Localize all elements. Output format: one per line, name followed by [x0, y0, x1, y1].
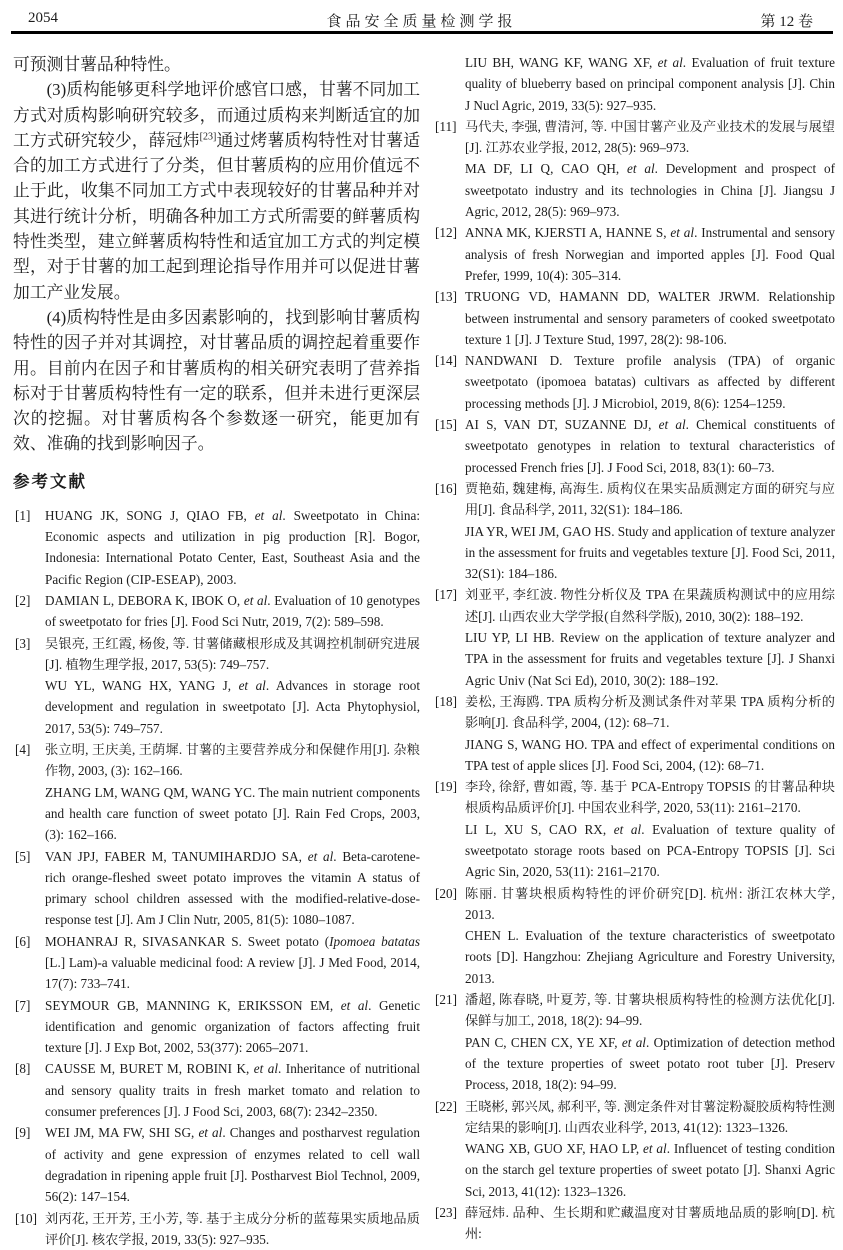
reference-item	[433, 883, 835, 989]
journal-title: 食品安全质量检测学报	[326, 14, 517, 30]
reference-item	[433, 691, 835, 776]
reference-text: WEI JM, MA FW, SHI SG, et al. Changes and postharvest regulation of activity and gene expression of enzymes related to cell wall degradation in ripening apple fruit [J]. Postharvest Biol Technol, 2009, 56(2): 147–154.	[45, 1125, 420, 1205]
reference-text: 薛冠炜. 品种、生长期和贮藏温度对甘薯质地品质的影响[D]. 杭州:	[465, 1205, 835, 1242]
reference-item	[13, 1208, 420, 1250]
reference-text: AI S, VAN DT, SUZANNE DJ, et al. Chemical constituents of sweetpotato genotypes in relation to textural characteristics of processed French fries [J]. J Food Sci, 2018, 83(1): 60–73.	[465, 417, 835, 475]
reference-text: 陈丽. 甘薯块根质构特性的评价研究[D]. 杭州: 浙江农林大学, 2013.	[465, 885, 835, 922]
reference-number: [19]	[435, 779, 457, 795]
reference-text: SEYMOUR GB, MANNING K, ERIKSSON EM, et al. Genetic identification and genomic organization of factors affecting fruit texture [J]. J Exp Bot, 2002, 53(377): 2065–2071.	[45, 997, 420, 1056]
reference-item	[13, 846, 420, 931]
reference-item	[13, 1058, 420, 1122]
reference-text: 姜松, 王海鸥. TPA 质构分析及测试条件对苹果 TPA 质构分析的影响[J]. 食品科学, 2004, (12): 68–71.	[465, 693, 835, 731]
references-list-left	[13, 505, 420, 1250]
reference-number: [3]	[15, 635, 31, 651]
body-text	[13, 52, 420, 457]
body-paragraph: (3)质构能够更科学地评价感官口感，甘薯不同加工方式对质构影响研究较多，而通过质构来判断适宜的加工方式研究较少，薛冠炜[23]通过烤薯质构特性对甘薯适合的加工方式进行了分类，但甘薯质构的应用价值远不止于此，收集不同加工方式中表现较好的甘薯品种并对其进行统计分析，明确各种加工方式所需要的鲜薯质构特性类型，建立鲜薯质构特性和适宜加工方式的判定模型，对于甘薯的加工起到理论指导作用并可以促进甘薯加工产业发展。	[13, 80, 420, 302]
reference-number: [15]	[435, 417, 457, 433]
reference-text: LI L, XU S, CAO RX, et al. Evaluation of texture quality of sweetpotato storage roots based on PCA-Entropy TOPSIS [J]. Sci Agric Sin, 2020, 53(11): 2161–2170.	[465, 821, 836, 880]
reference-item	[433, 52, 835, 116]
left-column	[13, 52, 420, 1250]
reference-text: MOHANRAJ R, SIVASANKAR S. Sweet potato (Ipomoea batatas [L.] Lam)-a valuable medicinal food: A review [J]. J Med Food, 2014, 17(7): 733–741.	[45, 933, 420, 992]
reference-item	[433, 584, 835, 690]
reference-number: [7]	[15, 997, 31, 1013]
reference-text: CHEN L. Evaluation of the texture characteristics of sweetpotato roots [D]. Hangzhou: Zhejiang Agriculture and Forestry University, 2013.	[465, 928, 835, 986]
reference-item	[433, 1096, 835, 1202]
reference-item	[433, 776, 835, 882]
reference-item	[13, 505, 420, 590]
reference-text: JIANG S, WANG HO. TPA and effect of experimental conditions on TPA test of apple slices [J]. Food Sci, 2004, (12): 68–71.	[465, 736, 835, 773]
reference-text: MA DF, LI Q, CAO QH, et al. Development and prospect of sweetpotato industry and its technologies in China [J]. Jiangsu J Agric, 2012, 28(5): 969–973.	[465, 161, 836, 220]
reference-text: DAMIAN L, DEBORA K, IBOK O, et al. Evaluation of 10 genotypes of sweetpotato for fries [J]. Food Sci Nutr, 2019, 7(2): 589–598.	[45, 592, 420, 630]
references-heading: 参考文献	[13, 472, 87, 491]
reference-text: 吴银亮, 王红霞, 杨俊, 等. 甘薯储藏根形成及其调控机制研究进展[J]. 植物生理学报, 2017, 53(5): 749–757.	[45, 635, 420, 672]
reference-number: [9]	[15, 1125, 31, 1141]
reference-text: WANG XB, GUO XF, HAO LP, et al. Influencet of testing condition on the starch gel texture properties of sweet potato [J]. Shanxi Agric Sci, 2013, 41(12): 1323–1326.	[465, 1141, 835, 1199]
reference-number: [23]	[435, 1205, 457, 1221]
reference-number: [16]	[435, 480, 457, 496]
reference-number: [18]	[435, 693, 457, 709]
reference-item	[13, 995, 420, 1059]
reference-text: JIA YR, WEI JM, GAO HS. Study and application of texture analyzer in the assessment for fruits and vegetables texture [J]. Food Sci, 2011, 32(S1): 184–186.	[465, 523, 835, 582]
page-header	[0, 8, 843, 32]
reference-item	[433, 286, 835, 350]
reference-item	[433, 1202, 835, 1245]
volume-label: 第 12 卷	[760, 14, 813, 30]
page-number: 2054	[28, 10, 58, 26]
reference-text: CAUSSE M, BURET M, ROBINI K, et al. Inheritance of nutritional and sensory quality traits in fresh market tomato and relation to consumer preferences [J]. J Food Sci, 2003, 68(7): 2342–2350.	[45, 1061, 420, 1120]
reference-text: HUANG JK, SONG J, QIAO FB, et al. Sweetpotato in China: Economic aspects and utilization in pig production [R]. Bogor, Indonesia: International Potato Center, East, Southeast Asia and the Pacific Region (CIP-ESEAP), 2003.	[45, 507, 421, 587]
body-paragraph: (4)质构特性是由多因素影响的，找到影响甘薯质构特性的因子并对其调控，对甘薯品质的调控起着重要作用。目前内在因子和甘薯质构的相关研究表明了营养指标对于甘薯质构特性有一定的联系，但并未进行更深层次的挖掘。对甘薯质构各个参数逐一研究，能更加有效、准确的找到影响因子。	[13, 307, 420, 454]
reference-item	[13, 931, 420, 995]
reference-item	[433, 116, 835, 222]
reference-item	[433, 989, 835, 1095]
reference-number: [22]	[435, 1098, 457, 1114]
reference-number: [1]	[15, 507, 31, 523]
reference-number: [12]	[435, 225, 457, 241]
header-divider	[11, 31, 833, 34]
reference-text: 李玲, 徐舒, 曹如霞, 等. 基于 PCA-Entropy TOPSIS 的甘薯品种块根质构品质评价[J]. 中国农业科学, 2020, 53(11): 2161–2170.	[465, 779, 835, 816]
reference-number: [20]	[435, 885, 457, 901]
reference-number: [5]	[15, 848, 31, 864]
reference-text: LIU YP, LI HB. Review on the application of texture analyzer and TPA in the assessment for fruits and vegetables texture [J]. J Shanxi Agric Univ (Nat Sci Ed), 2010, 30(2): 188–192.	[465, 630, 835, 688]
reference-text: 王晓彬, 郭兴凤, 郝利平, 等. 测定条件对甘薯淀粉凝胶质构特性测定结果的影响[J]. 山西农业科学, 2013, 41(12): 1323–1326.	[465, 1098, 835, 1135]
reference-number: [14]	[435, 353, 457, 369]
reference-number: [4]	[15, 742, 31, 758]
reference-text: ANNA MK, KJERSTI A, HANNE S, et al. Instrumental and sensory analysis of fresh Norwegian and imported apples [J]. Food Qual Prefer, 1999, 10(4): 305–314.	[465, 225, 836, 283]
reference-number: [8]	[15, 1061, 31, 1077]
reference-item	[13, 1122, 420, 1207]
reference-item	[433, 350, 835, 414]
reference-item	[433, 478, 835, 584]
reference-text: WU YL, WANG HX, YANG J, et al. Advances in storage root development and regulation in sweetpotato [J]. Acta Phytophysiol, 2017, 53(5): 749–757.	[45, 678, 420, 736]
reference-number: [13]	[435, 289, 457, 305]
citation-superscript: [23]	[199, 131, 217, 143]
reference-number: [11]	[435, 118, 457, 134]
reference-item	[13, 739, 420, 845]
reference-item	[13, 633, 420, 739]
reference-item	[433, 222, 835, 286]
reference-item	[433, 414, 835, 478]
reference-text: 张立明, 王庆美, 王荫墀. 甘薯的主要营养成分和保健作用[J]. 杂粮作物, 2003, (3): 162–166.	[45, 742, 420, 779]
reference-text: VAN JPJ, FABER M, TANUMIHARDJO SA, et al. Beta-carotene-rich orange-fleshed sweet potato improves the vitamin A status of primary school children assessed with the modified-relative-dose-response test [J]. Am J Clin Nutr, 2005, 81(5): 1080–1087.	[45, 848, 420, 928]
reference-item	[13, 590, 420, 633]
reference-text: TRUONG VD, HAMANN DD, WALTER JRWM. Relationship between instrumental and sensory parameters of cooked sweetpotato texture 1 [J]. J Texture Stud, 1997, 28(2): 98-106.	[465, 289, 835, 347]
references-list-right	[433, 52, 835, 1245]
reference-number: [17]	[435, 587, 457, 603]
reference-text: 贾艳茹, 魏建梅, 高海生. 质构仪在果实品质测定方面的研究与应用[J]. 食品科学, 2011, 32(S1): 184–186.	[465, 480, 835, 518]
reference-text: ZHANG LM, WANG QM, WANG YC. The main nutrient components and health care function of sweet potato [J]. Rain Fed Crops, 2003, (3): 162–166.	[45, 784, 420, 843]
reference-text: 马代夫, 李强, 曹清河, 等. 中国甘薯产业及产业技术的发展与展望[J]. 江苏农业学报, 2012, 28(5): 969–973.	[465, 118, 835, 156]
reference-text: LIU BH, WANG KF, WANG XF, et al. Evaluation of fruit texture quality of blueberry based on principal component analysis [J]. Chin J Nucl Agric, 2019, 33(5): 927–935.	[465, 55, 836, 113]
reference-number: [2]	[15, 592, 31, 608]
right-column	[433, 52, 835, 1245]
reference-number: [21]	[435, 992, 457, 1008]
reference-text: 刘亚平, 李红波. 物性分析仪及 TPA 在果蔬质构测试中的应用综述[J]. 山西农业大学学报(自然科学版), 2010, 30(2): 188–192.	[465, 587, 835, 624]
reference-text: PAN C, CHEN CX, YE XF, et al. Optimization of detection method of the texture properties of sweet potato root tuber [J]. Preserv Process, 2018, 18(2): 94–99.	[465, 1034, 835, 1093]
reference-number: [10]	[15, 1210, 37, 1226]
reference-number: [6]	[15, 933, 31, 949]
reference-text: NANDWANI D. Texture profile analysis (TPA) of organic sweetpotato (ipomoea batatas) cultivars as affected by different processing methods [J]. J Microbiol, 2019, 8(6): 1254–1259.	[465, 353, 835, 411]
reference-text: 刘丙花, 王开芳, 王小芳, 等. 基于主成分分析的蓝莓果实质地品质评价[J]. 核农学报, 2019, 33(5): 927–935.	[45, 1210, 420, 1247]
body-paragraph: 可预测甘薯品种特性。	[13, 55, 181, 74]
reference-text: 潘超, 陈春晓, 叶夏芳, 等. 甘薯块根质构特性的检测方法优化[J]. 保鲜与加工, 2018, 18(2): 94–99.	[465, 992, 835, 1029]
